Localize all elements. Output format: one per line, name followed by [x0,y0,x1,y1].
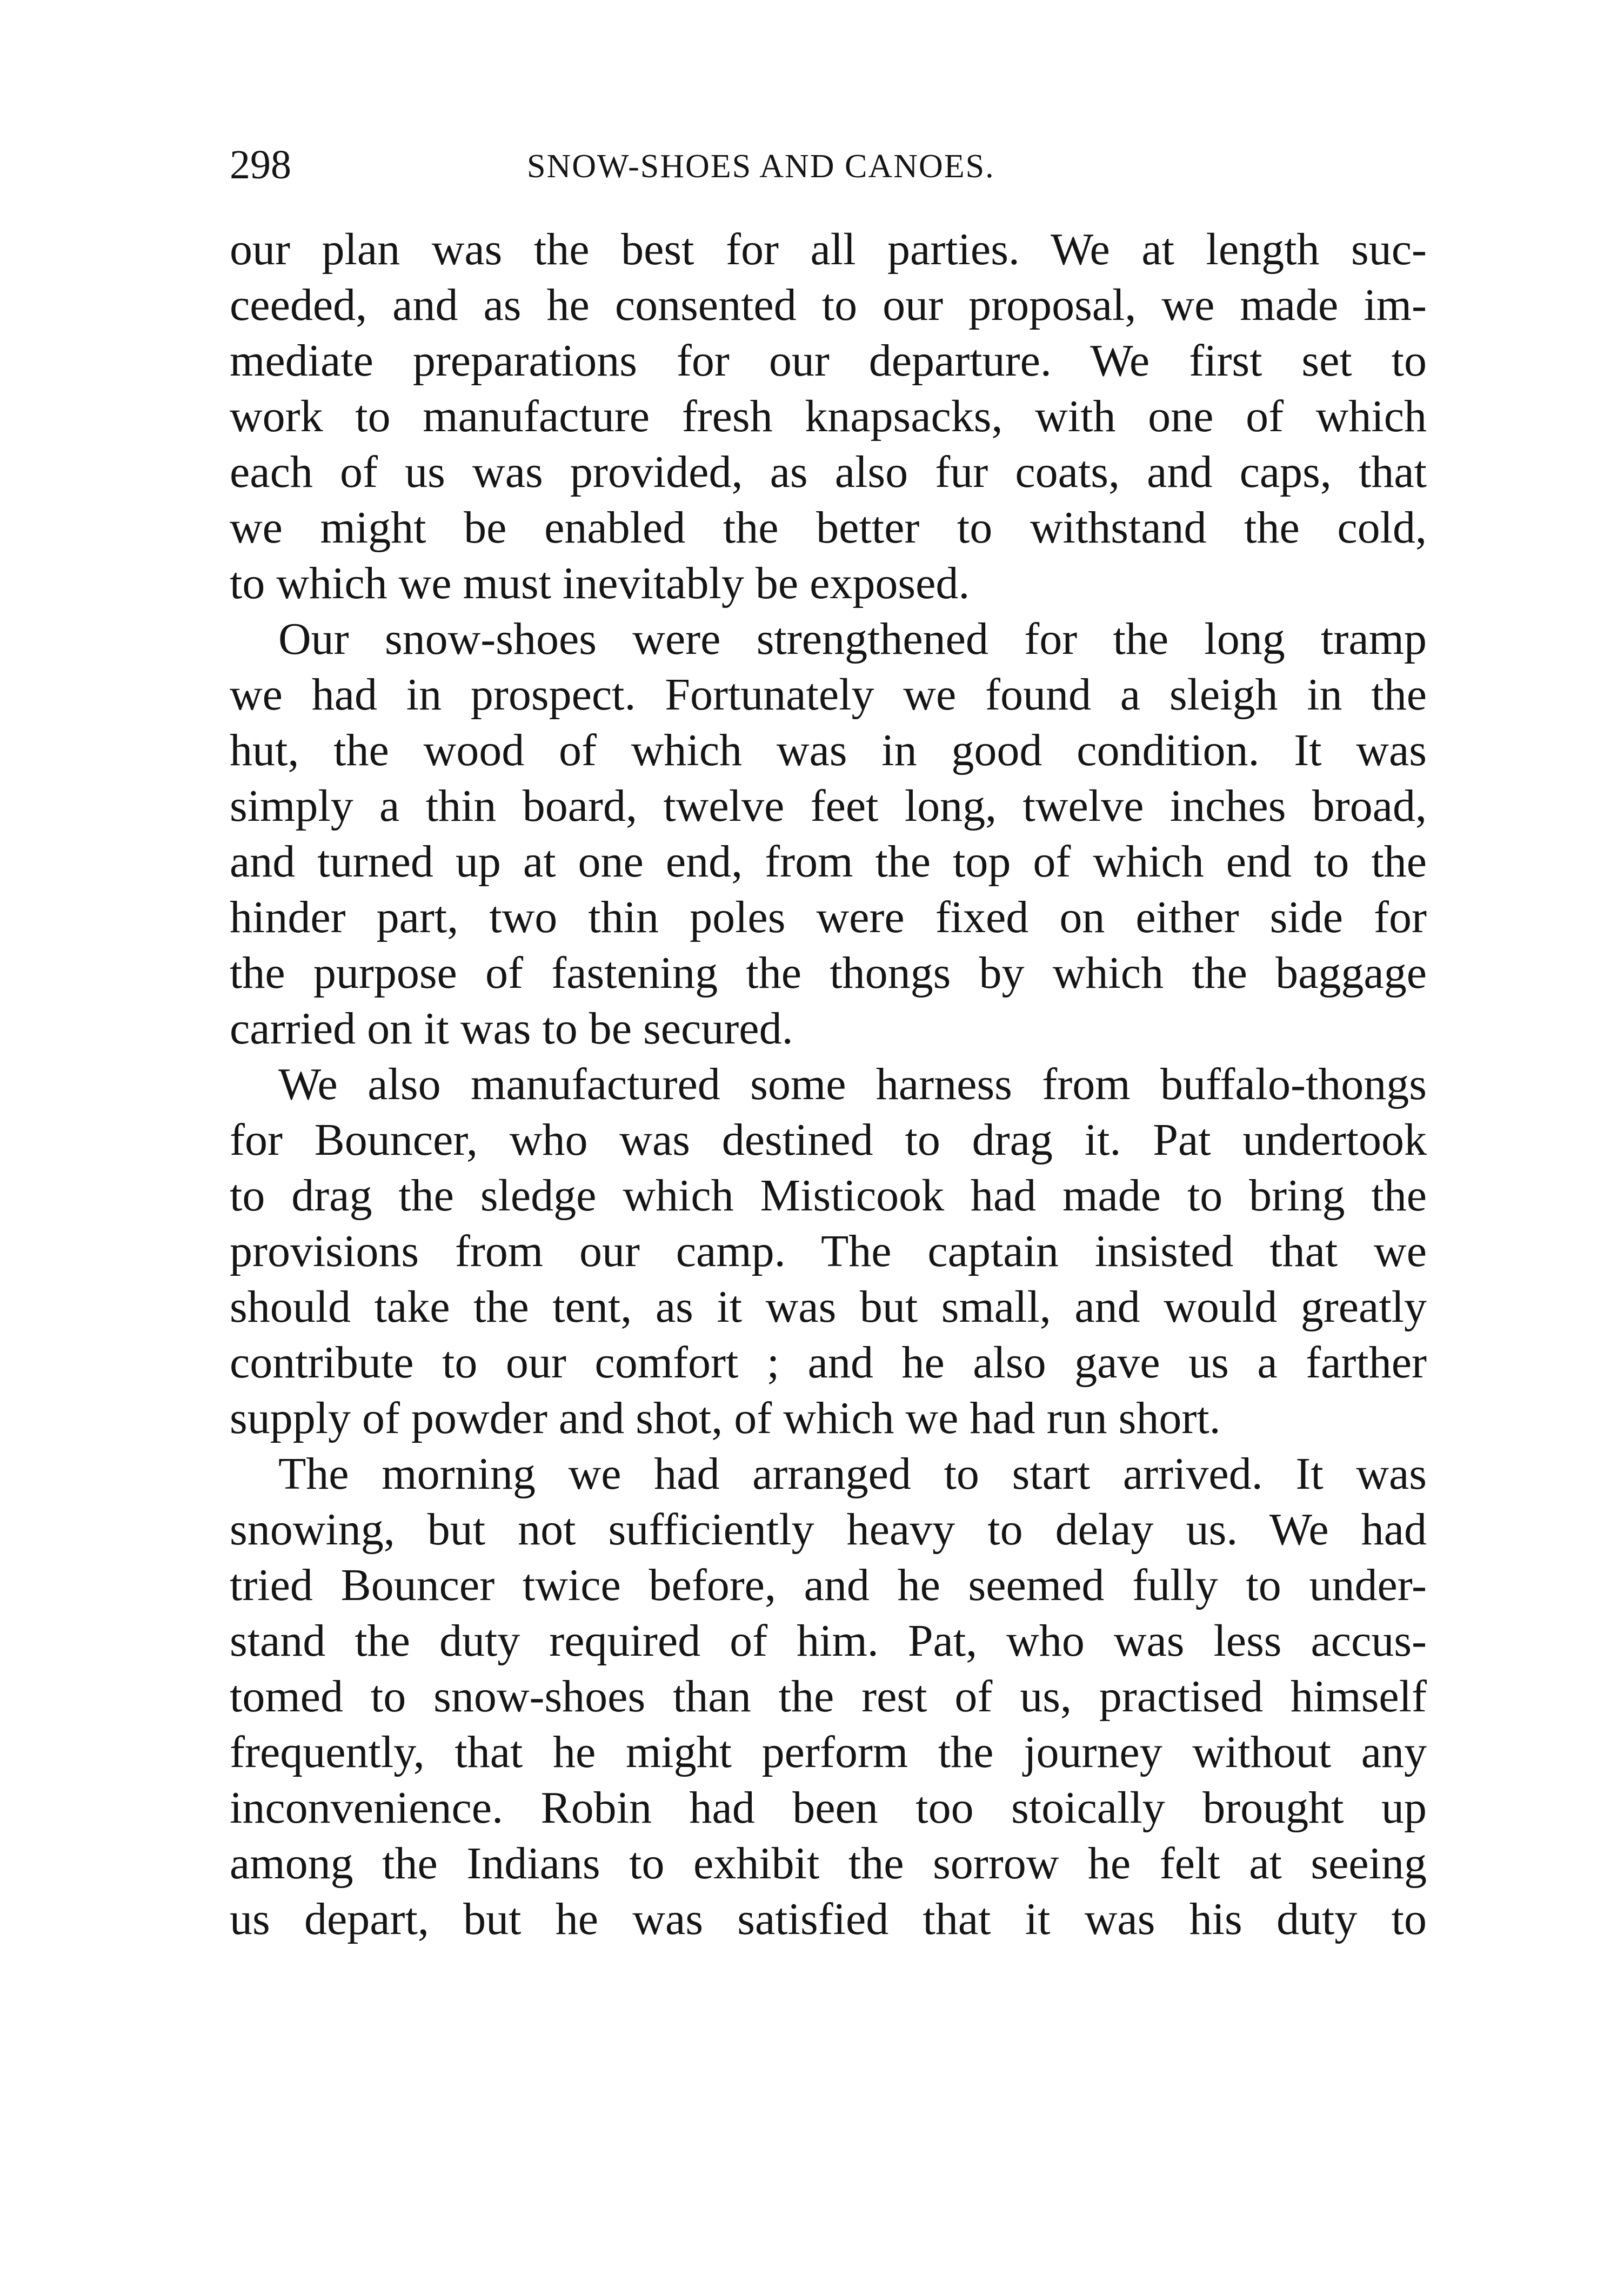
text-line: ceeded, and as he consented to our proposal, we made im- [230,280,1427,330]
text-line: snowing, but not sufficiently heavy to delay us. We had [230,1504,1427,1555]
text-line: us depart, but he was satisfied that it was his duty to [230,1894,1427,1944]
paragraph [230,222,1427,611]
text-line: each of us was provided, as also fur coats, and caps, that [230,447,1427,497]
text-line: we might be enabled the better to withstand the cold, [230,503,1427,553]
text-line: to which we must inevitably be exposed. [230,558,970,608]
text-line: mediate preparations for our departure. We first set to [230,336,1427,386]
text-line: hut, the wood of which was in good condition. It was [230,725,1427,775]
text-line: The morning we had arranged to start arrived. It was [278,1449,1427,1499]
text-line: Our snow-shoes were strengthened for the long tramp [278,614,1427,664]
page-number: 298 [230,142,291,188]
running-head [230,135,1427,195]
text-line: we had in prospect. Fortunately we found a sleigh in the [230,670,1427,720]
text-line: the purpose of fastening the thongs by which the baggage [230,948,1427,998]
paragraph [230,611,1427,1056]
text-line: contribute to our comfort ; and he also gave us a farther [230,1337,1427,1388]
text-line: and turned up at one end, from the top of which end to the [230,836,1427,887]
text-line: tried Bouncer twice before, and he seemed fully to under- [230,1560,1427,1610]
text-line: for Bouncer, who was destined to drag it. Pat undertook [230,1115,1427,1165]
text-line: provisions from our camp. The captain insisted that we [230,1226,1427,1276]
text-line: among the Indians to exhibit the sorrow he felt at seeing [230,1838,1427,1889]
text-line: frequently, that he might perform the journey without any [230,1727,1427,1777]
text-line: to drag the sledge which Misticook had made to bring the [230,1170,1427,1221]
text-line: hinder part, two thin poles were fixed on either side for [230,892,1427,942]
text-line: should take the tent, as it was but small, and would greatly [230,1282,1427,1332]
text-line: carried on it was to be secured. [230,1003,793,1054]
running-title: SNOW-SHOES AND CANOES. [527,148,995,185]
text-line: stand the duty required of him. Pat, who was less accus- [230,1616,1427,1666]
paragraph [230,1446,1427,1947]
text-line: our plan was the best for all parties. We at length suc- [230,224,1427,275]
paragraph [230,1056,1427,1446]
text-line: supply of powder and shot, of which we had run short. [230,1393,1221,1443]
text-line: We also manufactured some harness from buffalo-thongs [278,1059,1427,1109]
text-line: work to manufacture fresh knapsacks, with one of which [230,391,1427,441]
text-line: inconvenience. Robin had been too stoically brought up [230,1783,1427,1833]
body-text [230,222,1427,1947]
text-line: simply a thin board, twelve feet long, twelve inches broad, [230,781,1427,831]
text-line: tomed to snow-shoes than the rest of us, practised himself [230,1671,1427,1722]
